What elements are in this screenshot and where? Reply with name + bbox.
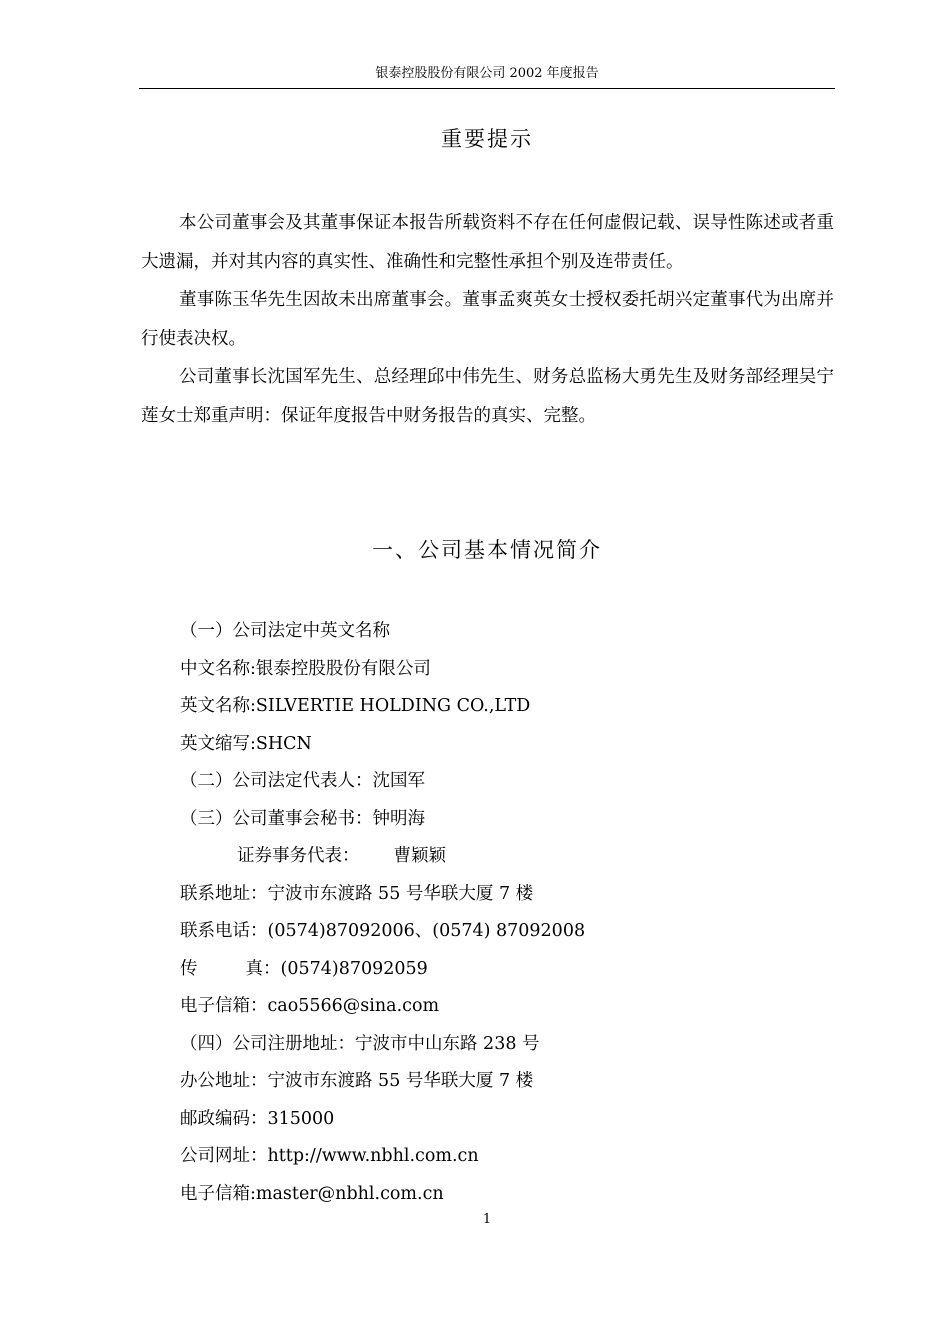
registered-address-value: 宁波市中山东路 238 号: [355, 1033, 540, 1054]
cn-name-row: [180, 651, 830, 689]
fax-label-right: 真：: [245, 958, 281, 979]
securities-rep-label: 证券事务代表：: [237, 846, 360, 866]
email1-row: [180, 988, 830, 1026]
section1-title: 一、公司基本情况简介: [372, 538, 602, 562]
cn-name-value: 银泰控股股份有限公司: [255, 658, 431, 679]
legal-rep-row: [180, 763, 830, 801]
fax-label-left: 传: [180, 958, 198, 979]
en-name-value: SILVERTIE HOLDING CO.,LTD: [255, 696, 531, 716]
important-notice-body: [141, 204, 834, 435]
cn-name-label: 中文名称:: [180, 658, 256, 679]
registered-address-row: [180, 1026, 830, 1064]
page-number: 1: [482, 1212, 492, 1227]
address-value: 宁波市东渡路 55 号华联大厦 7 楼: [267, 883, 534, 904]
phone-value: (0574)87092006、(0574) 87092008: [267, 921, 586, 941]
website-row: [180, 1138, 830, 1176]
company-info-list: [180, 613, 830, 1213]
en-name-row: [180, 688, 830, 726]
en-abbr-value: SHCN: [255, 733, 312, 754]
legal-rep-value: 沈国军: [372, 771, 425, 791]
address-row: [180, 876, 830, 914]
postcode-label: 邮政编码：: [180, 1108, 268, 1129]
item1-heading: （一）公司法定中英文名称: [180, 621, 390, 641]
email2-row: [180, 1176, 830, 1214]
notice-paragraph-2: 董事陈玉华先生因故未出席董事会。董事孟爽英女士授权委托胡兴定董事代为出席并行使表决权。: [141, 290, 834, 349]
legal-rep-label: （二）公司法定代表人：: [180, 771, 373, 791]
phone-row: [180, 913, 830, 951]
header-rule: [139, 88, 835, 89]
email1-value: cao5566@sina.com: [267, 996, 440, 1016]
en-name-label: 英文名称:: [180, 696, 256, 716]
board-secretary-label: （三）公司董事会秘书：: [180, 808, 373, 829]
notice-paragraph-3: 公司董事长沈国军先生、总经理邱中伟先生、财务总监杨大勇先生及财务部经理吴宁莲女士郑重声明：保证年度报告中财务报告的真实、完整。: [141, 367, 834, 426]
important-notice-title: 重要提示: [441, 127, 533, 151]
email1-label: 电子信箱：: [180, 996, 268, 1016]
securities-rep-row: [180, 838, 830, 876]
email2-label: 电子信箱:: [180, 1183, 256, 1204]
running-header: 银泰控股股份有限公司 2002 年度报告: [375, 66, 599, 81]
fax-row: [180, 951, 830, 989]
phone-label: 联系电话：: [180, 921, 268, 941]
notice-paragraph-1: 本公司董事会及其董事保证本报告所载资料不存在任何虚假记载、误导性陈述或者重大遗漏，并对其内容的真实性、准确性和完整性承担个别及连带责任。: [141, 213, 834, 272]
address-label: 联系地址：: [180, 883, 268, 904]
postcode-value: 315000: [267, 1108, 335, 1129]
office-address-value: 宁波市东渡路 55 号华联大厦 7 楼: [267, 1071, 534, 1091]
en-abbr-row: [180, 726, 830, 764]
email2-value: master@nbhl.com.cn: [255, 1183, 444, 1204]
en-abbr-label: 英文缩写:: [180, 733, 256, 754]
postcode-row: [180, 1101, 830, 1139]
website-value: http://www.nbhl.com.cn: [267, 1146, 479, 1166]
board-secretary-row: [180, 801, 830, 839]
fax-value: (0574)87092059: [280, 958, 428, 979]
securities-rep-value: 曹颖颖: [393, 846, 446, 866]
office-address-row: [180, 1063, 830, 1101]
office-address-label: 办公地址：: [180, 1071, 268, 1091]
registered-address-label: （四）公司注册地址：: [180, 1033, 355, 1054]
website-label: 公司网址：: [180, 1146, 268, 1166]
board-secretary-value: 钟明海: [372, 808, 425, 829]
